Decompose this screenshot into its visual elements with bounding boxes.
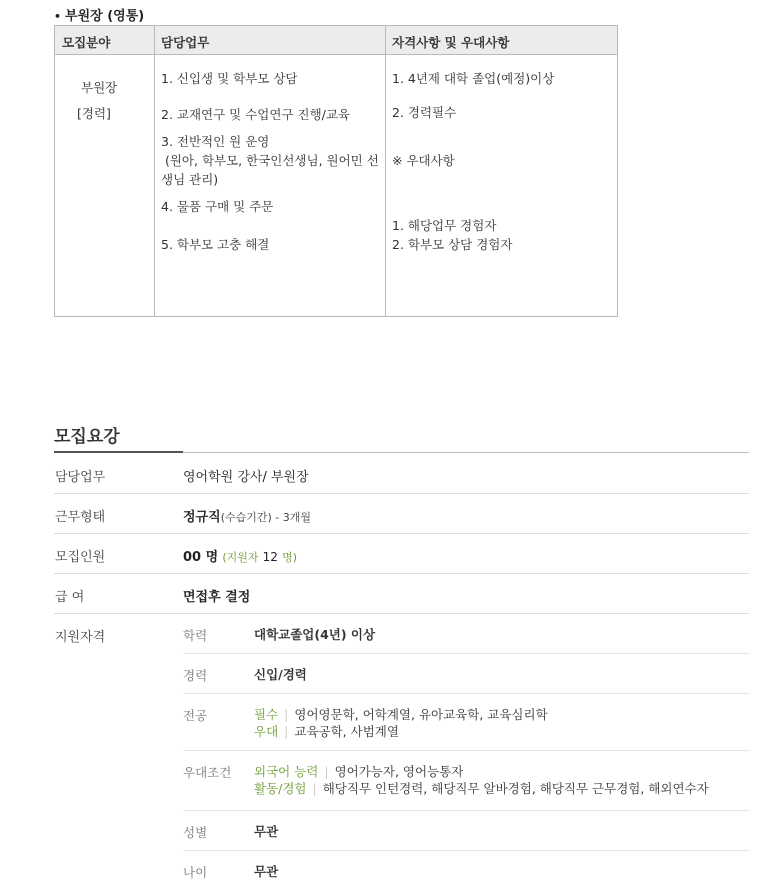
preferred-majors: 교육공학, 사범계열 xyxy=(294,724,399,739)
divider xyxy=(183,452,749,453)
label-major: 전공 xyxy=(183,708,208,723)
duty-item: (원아, 학부모, 한국인선생님, 원어민 선 xyxy=(161,153,379,168)
duty-item: 5. 학부모 고충 해결 xyxy=(161,237,270,252)
header-duties: 담당업무 xyxy=(161,35,210,50)
tag-required: 필수 xyxy=(254,707,279,722)
tag-experience: 활동/경험 xyxy=(254,781,307,796)
value-education: 대학교졸업(4년) 이상 xyxy=(254,627,376,642)
pref-experience: 활동/경험 | 해당직무 인턴경력, 해당직무 알바경험, 해당직무 근무경험, 해외연수자 xyxy=(254,781,709,796)
language-value: 영어가능자, 영어능통자 xyxy=(334,764,464,779)
employment-type: 정규직 xyxy=(183,510,221,525)
divider xyxy=(183,653,749,654)
header-field: 모집분야 xyxy=(62,35,111,50)
job-table xyxy=(54,25,618,317)
field-subtitle: [경력] xyxy=(77,106,111,121)
tag-language: 외국어 능력 xyxy=(254,764,319,779)
qualification-item: ※ 우대사항 xyxy=(392,153,455,168)
value-career: 신입/경력 xyxy=(254,667,307,682)
bullet-icon: • xyxy=(54,10,62,23)
label-employment-type: 근무형태 xyxy=(55,510,106,525)
label-headcount: 모집인원 xyxy=(55,550,106,565)
value-major xyxy=(254,706,548,740)
duty-item: 3. 전반적인 원 운영 xyxy=(161,134,270,149)
label-gender: 성별 xyxy=(183,825,208,840)
divider xyxy=(54,533,749,534)
headcount: 00 명 xyxy=(183,550,219,565)
divider xyxy=(183,850,749,851)
column-divider xyxy=(154,26,155,316)
qualification-item: 1. 4년제 대학 졸업(예정)이상 xyxy=(392,71,555,86)
applicants-count: 12 xyxy=(262,550,278,564)
pref-language: 외국어 능력 | 영어가능자, 영어능통자 xyxy=(254,764,464,779)
duty-item: 생님 관리) xyxy=(161,172,219,187)
value-duties: 영어학원 강사/ 부원장 xyxy=(183,470,309,485)
major-required: 필수 | 영어영문학, 어학계열, 유아교육학, 교육심리학 xyxy=(254,707,548,722)
label-preferences: 우대조건 xyxy=(183,765,232,780)
section-title-text: 부원장 (영통) xyxy=(65,9,145,24)
field-title: 부원장 xyxy=(81,80,118,95)
section-title xyxy=(54,5,144,24)
qualification-item: 2. 학부모 상담 경험자 xyxy=(392,237,513,252)
divider xyxy=(54,493,749,494)
label-qualifications: 지원자격 xyxy=(55,630,106,645)
duty-item: 2. 교재연구 및 수업연구 진행/교육 xyxy=(161,107,351,122)
experience-value: 해당직무 인턴경력, 해당직무 알바경험, 해당직무 근무경험, 해외연수자 xyxy=(322,781,709,796)
value-headcount xyxy=(183,546,297,565)
qualification-item: 1. 해당업무 경험자 xyxy=(392,218,497,233)
duty-item: 4. 물품 구매 및 주문 xyxy=(161,199,274,214)
label-age: 나이 xyxy=(183,865,208,880)
major-preferred: 우대 | 교육공학, 사범계열 xyxy=(254,724,399,739)
value-employment-type xyxy=(183,506,311,525)
label-career: 경력 xyxy=(183,668,208,683)
value-salary xyxy=(183,586,250,605)
probation-note: (수습기간) - 3개월 xyxy=(220,511,311,524)
qualification-item: 2. 경력필수 xyxy=(392,105,457,120)
divider xyxy=(183,750,749,751)
applicants-suffix: 명) xyxy=(282,551,297,564)
tag-preferred: 우대 xyxy=(254,724,279,739)
title-underline xyxy=(54,451,183,453)
value-age: 무관 xyxy=(254,864,279,879)
divider xyxy=(183,810,749,811)
duty-item: 1. 신입생 및 학부모 상담 xyxy=(161,71,298,86)
value-gender: 무관 xyxy=(254,824,279,839)
header-qualifications: 자격사항 및 우대사항 xyxy=(392,35,510,50)
label-duties: 담당업무 xyxy=(55,470,106,485)
guide-title: 모집요강 xyxy=(54,427,120,447)
label-salary: 급 여 xyxy=(55,590,85,605)
required-majors: 영어영문학, 어학계열, 유아교육학, 교육심리학 xyxy=(294,707,548,722)
divider xyxy=(54,573,749,574)
salary: 면접후 결정 xyxy=(183,590,251,605)
table-header xyxy=(55,26,617,55)
value-preferences xyxy=(254,763,709,797)
column-divider xyxy=(385,26,386,316)
label-education: 학력 xyxy=(183,628,208,643)
divider xyxy=(183,693,749,694)
applicants-prefix: (지원자 xyxy=(222,551,259,564)
divider xyxy=(54,613,749,614)
